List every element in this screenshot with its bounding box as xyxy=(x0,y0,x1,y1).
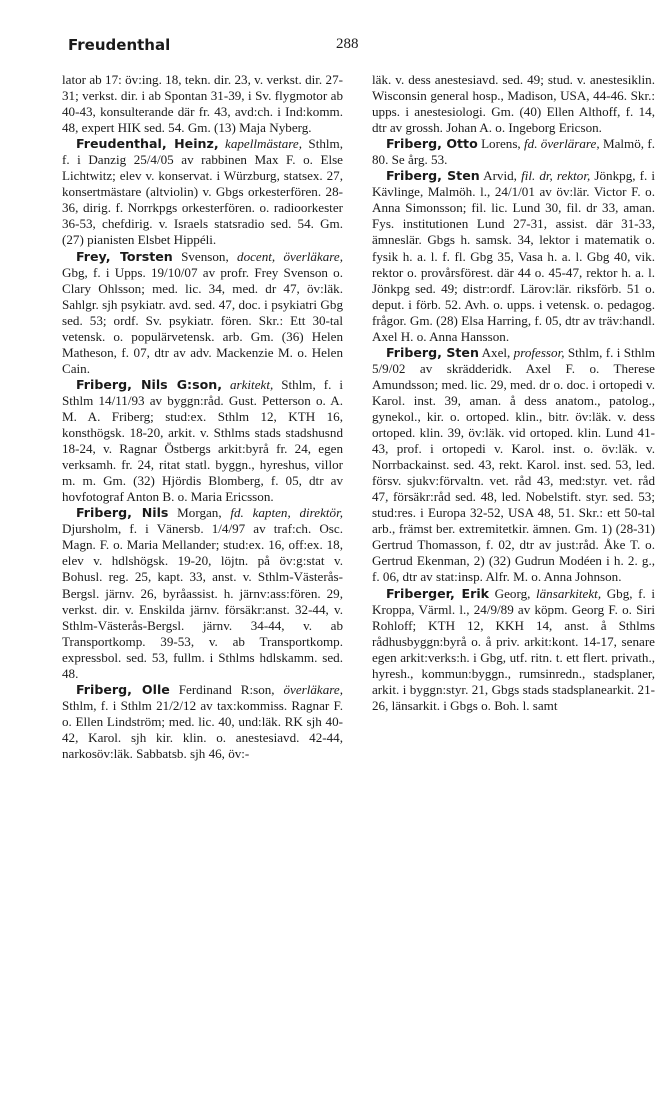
entry-text: Jönkpg, f. i Kävlinge, Malmöh. l., 24/1/01 av öv:lär. Victor F. o. Anna Simonsson; fil. lic. Lund 30, fil. dr 33, aman. Fys. institutionen Lund 27-31, assist. där 31-33, ämneslär. Gbgs h. samsk. 34, lektor i matematik o. fysik h. a. l. f. fl. Gbg 35, Vasa h. a. l. Gbg 40, vik. rektor o. provårsförest. där 44 o. 45-47, rektor h. a. l. Jönkpg sed. 49; distr:ordf. Lärov:lär. riksförb. 51 o. deput. i förb. 52. Avh. o. upps. i vetensk. o. pedagog. frågor. Gm. (28) Elsa Harring, f. 05, dtr av träv:handl. Axel H. o. Anna Hansson. xyxy=(372,168,656,344)
entry-text: Sthlm, f. i Sthlm 5/9/02 av skrädderidk. Axel F. o. Therese Amundsson; med. lic. 29, med. dr o. doc. i ortopedi v. Karol. inst. 39, aman. å dess anatom., patolog., gynekol., kir. o. ortoped. klin., bitr. öv:läk. v. dess ortoped. klin. 39, öv:läk. vid ortoped. klin. Lund 41-43, prof. i ortopedi v. Karol. inst. o. öv:läk. v. Norrbackainst. sed. 43, rekt. Karol. inst. sed. 53, led. försv. sjukv:förvaltn. vet. råd 43, med:styr. vet. råd 47, försäkr:råd sed. 48, led. Nobelstift. styr. sed. 53; stud:res. i Europa 32-52, USA 48, 51. Skr.: ett 50-tal arb., främst ber. extremitetkir. ämnen. Gm. 1) (28-31) Gertrud Thomasson, f. 02, dtr av just:råd. Åke T. o. Gertrud Ekenman, 2) (32) Gudrun Modéen i h. 2. g., f. 06, dtr av stat:insp. Alfr. M. o. Anna Johnson. xyxy=(372,344,656,585)
entry-name: Friberg, Sten xyxy=(386,168,480,184)
page-header xyxy=(68,36,668,58)
entry-occupation: fd. överlärare, xyxy=(524,136,600,152)
entry-occupation: arkitekt, xyxy=(229,376,274,392)
entry-text: Sthlm, f. i Danzig 25/4/05 av rabbinen Max F. o. Else Lichtwitz; elev v. konservat. i Würzburg, statsex. 27, konsertmästare (altviolin) v. Gbgs orkesterfören. 28-36, dirig. f. Norrkpgs orkesterfören. o. radioorkester 36-53, chefdirig. v. Israels statsradio sed. 54. Gm. (27) pianisten Elsbet Hippéli. xyxy=(62,136,343,248)
entry-friberg-sten-arvid xyxy=(372,168,655,345)
entry-given-name: Ferdinand R:son, xyxy=(178,681,275,697)
entry-given-name: Morgan, xyxy=(177,505,222,521)
entry-text: Sthlm, f. i Sthlm 14/11/93 av byggn:råd. Gust. Petterson o. A. M. A. Friberg; stud:ex. Sthlm 12, KTH 16, konsthögsk. 18-20, arkit. v. Sthlms stads stadshusnd 18-24, v. Ragnar Östbergs arkit:byrå fr. 24, egen verksamh. fr. 24, ritat statl. byggn., hyreshus, villor m. m. Gm. (32) Hjördis Blomberg, f. 05, dtr av hovfotograf Anton B. o. Maria Ericsson. xyxy=(62,376,343,505)
entry-friberg-otto xyxy=(372,136,655,168)
entry-name: Freudenthal, Heinz, xyxy=(76,136,219,152)
entry-given-name: Lorens, xyxy=(481,136,521,152)
entry-name: Friberger, Erik xyxy=(386,585,490,601)
entry-friberger-erik xyxy=(372,586,655,714)
entry-text: Djursholm, f. i Vänersb. 1/4/97 av traf:ch. Osc. Magn. F. o. Maria Mellander; stud:ex. 16, off:ex. 18, elev v. hdlshögsk. 19-20, löjtn. på öv:g:stat v. Bohusl. reg. 25, kapt. 33, anst. v. Sthlm-Västerås-Bergsl. järnv. 26, byråassist. h. järnv:ass:fören. 29, verkst. dir. v. Enskilda järnv. försäkr:anst. 32-44, v. Sthlm-Västerås-Bergsl. järnv. 34-44, v. ab Transportkomp. 39-53, v. ab Transportkomp. expressbol. sed. 53, fullm. i Sthlms hdlskamm. sed. 48. xyxy=(62,521,343,681)
entry-text: Sthlm, f. i Sthlm 21/2/12 av tax:kommiss. Ragnar F. o. Ellen Lindström; med. lic. 40, und:läk. RK sjh 40-42, Karol. sjh kir. klin. o. anestesiavd. 42-44, narkosöv:läk. Sabbatsb. sjh 46, öv:- xyxy=(62,697,343,761)
entry-given-name: Arvid, xyxy=(483,168,517,184)
entry-friberg-sten-axel xyxy=(372,345,655,586)
page-number: 288 xyxy=(336,36,359,52)
entry-name: Frey, Torsten xyxy=(76,248,173,264)
entry-friberg-nils-morgan xyxy=(62,505,343,682)
entry-occupation: docent, överläkare, xyxy=(237,248,343,264)
entry-frey-torsten xyxy=(62,249,343,377)
entry-occupation: fd. kapten, direktör, xyxy=(230,505,343,521)
entry-freudenthal-heinz xyxy=(62,136,343,248)
entry-text: Malmö, f. 80. Se årg. 53. xyxy=(372,136,655,168)
entry-given-name: Georg, xyxy=(494,585,531,601)
entry-name: Friberg, Sten xyxy=(386,344,479,360)
continuation-text: lator ab 17: öv:ing. 18, tekn. dir. 23, v. verkst. dir. 27-31; verkst. dir. i ab Spontan 31-39, i Sv. flygmotor ab 40-43, konsulterande där fr. 43, avd:ch. i Ind:komm. 48, expert HIK sed. 54. Gm. (13) Maja Nyberg. xyxy=(62,72,343,136)
entry-given-name: Svenson, xyxy=(181,248,229,264)
entry-text: Gbg, f. i Upps. 19/10/07 av profr. Frey Svenson o. Clary Ohlsson; med. lic. 34, med. dr 47, öv:läk. Sahlgr. sjh psykiatr. avd. sed. 47, doc. i psykiatri Gbg sed. 53; ordf. Sv. psykiatr. fören. Skr.: Ett 30-tal vetensk. o. populärvetensk. arb. Gm. (36) Helen Matheson, f. 07, dtr av adv. Mackenzie M. o. Helen Cain. xyxy=(62,264,343,376)
left-column xyxy=(62,72,343,762)
entry-text: Gbg, f. i Kroppa, Värml. l., 24/9/89 av köpm. Georg F. o. Siri Rohloff; KTH 12, KKH 14, anst. å Sthlms rådhusbyggn:byrå o. å priv. arkit:kont. 14-17, senare egen arkit:verks:h. i Gbg, utf. ritn. t. ett flert. privath., hyresh., kommun:byggn., rumsinredn., stadsplaner, arkit. i byggn:styr. 21, Gbgs stads stadsplanearkit. 21-26, länsarkit. i Gbgs o. Boh. l. samt xyxy=(372,585,655,713)
entry-name: Friberg, Nils xyxy=(76,505,169,521)
entry-occupation: kapellmästare, xyxy=(225,136,303,152)
entry-friberg-olle xyxy=(62,682,343,762)
continuation-text: läk. v. dess anestesiavd. sed. 49; stud. v. anestesiklin. Wisconsin general hosp., Madison, USA, 44-46. Skr.: upps. i anestesiologi. Gm. (40) Ellen Althoff, f. 14, dtr av grossh. Johan A. o. Ingeborg Ericson. xyxy=(372,72,655,136)
entry-occupation: överläkare, xyxy=(283,681,343,697)
entry-name: Friberg, Otto xyxy=(386,136,478,152)
entry-occupation: länsarkitekt, xyxy=(536,585,602,601)
entry-given-name: Axel, xyxy=(481,344,511,360)
running-head: Freudenthal xyxy=(68,36,171,54)
right-column xyxy=(372,72,655,714)
entry-friberg-nils-gson xyxy=(62,377,343,505)
entry-name: Friberg, Olle xyxy=(76,681,170,697)
entry-name: Friberg, Nils G:son, xyxy=(76,376,222,392)
entry-occupation: professor, xyxy=(513,344,565,360)
entry-occupation: fil. dr, rektor, xyxy=(521,168,591,184)
